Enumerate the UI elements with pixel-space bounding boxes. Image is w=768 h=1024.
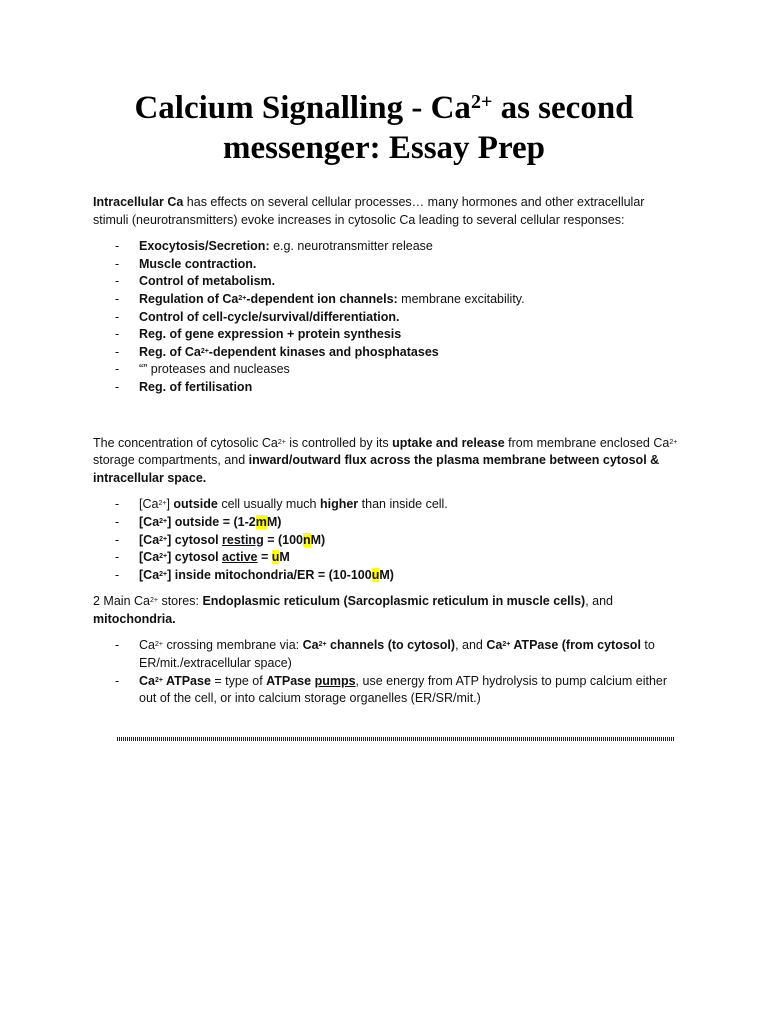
list-item: - $Ca^{2+}$ ATPase = type of ATPase pumps, use energy from ATP hydrolysis to pump calcium either out of the cell, or into calcium storage organelles (ER/SR/mit.): [115, 673, 668, 706]
highlight: n: [302, 532, 311, 547]
list-item: - $[Ca^{2+}]$ inside mitochondria/ER = (10-100uM): [115, 567, 394, 582]
document-body: [93, 194, 683, 708]
list-item: - $[Ca^{2+}]$ outside = (1-2mM): [115, 514, 282, 529]
list-item: - Muscle contraction.: [115, 256, 257, 271]
highlight: u: [371, 567, 380, 582]
transport-list: [93, 637, 683, 707]
concentration-paragraph: The concentration of cytosolic $Ca^{2+}$ is controlled by its uptake and release from membrane enclosed $Ca^{2+}$ storage compartments, and inward/outward flux across the plasma membrane between cytosol & intracellular space.: [93, 435, 678, 485]
stores-paragraph: 2 Main $Ca^{2+}$ stores: Endoplasmic reticulum (Sarcoplasmic reticulum in muscle cells), and mitochondria.: [93, 594, 614, 626]
title-text-end: as second messenger: Essay Prep: [222, 90, 634, 166]
list-item: - Control of cell-cycle/survival/differentiation.: [115, 309, 400, 324]
list-item: - Reg. of $Ca^{2+}$-dependent kinases and phosphatases: [115, 344, 439, 359]
list-item: - Control of metabolism.: [115, 274, 276, 289]
list-item: - Reg. of gene expression + protein synthesis: [115, 327, 402, 342]
list-item: - Exocytosis/Secretion: e.g. neurotransmitter release: [115, 239, 433, 254]
intro-text: has effects on several cellular processes… many hormones and other extracellular stimuli (neurotransmitters) evoke increases in cytosolic Ca leading to several cellular responses:: [93, 195, 645, 227]
intro-paragraph: [93, 194, 683, 229]
page-title: [60, 88, 708, 168]
list-item: - Regulation of $Ca^{2+}$-dependent ion channels: membrane excitability.: [115, 291, 525, 306]
list-item: - $[Ca^{2+}]$ cytosol resting = (100nM): [115, 532, 326, 547]
highlight: u: [271, 550, 280, 565]
intro-bold: Intracellular Ca: [93, 195, 184, 209]
list-item: - Reg. of fertilisation: [115, 379, 253, 394]
title-text: Calcium Signalling - Ca: [134, 90, 471, 126]
page-divider: [117, 737, 675, 741]
responses-list: [93, 238, 683, 396]
list-item: - $[Ca^{2+}]$ cytosol active = uM: [115, 550, 290, 565]
list-item: - $[Ca^{2+}]$ outside cell usually much higher than inside cell.: [115, 497, 448, 512]
list-item: - $Ca^{2+}$ crossing membrane via: $Ca^{2+}$ channels (to cytosol), and $Ca^{2+}$ ATPase (from cytosol to ER/mit./extracellular space): [115, 638, 655, 671]
concentration-list: [93, 496, 683, 584]
highlight: m: [255, 514, 267, 529]
title-superscript: 2+: [470, 91, 493, 113]
list-item: - “” proteases and nucleases: [115, 362, 290, 377]
